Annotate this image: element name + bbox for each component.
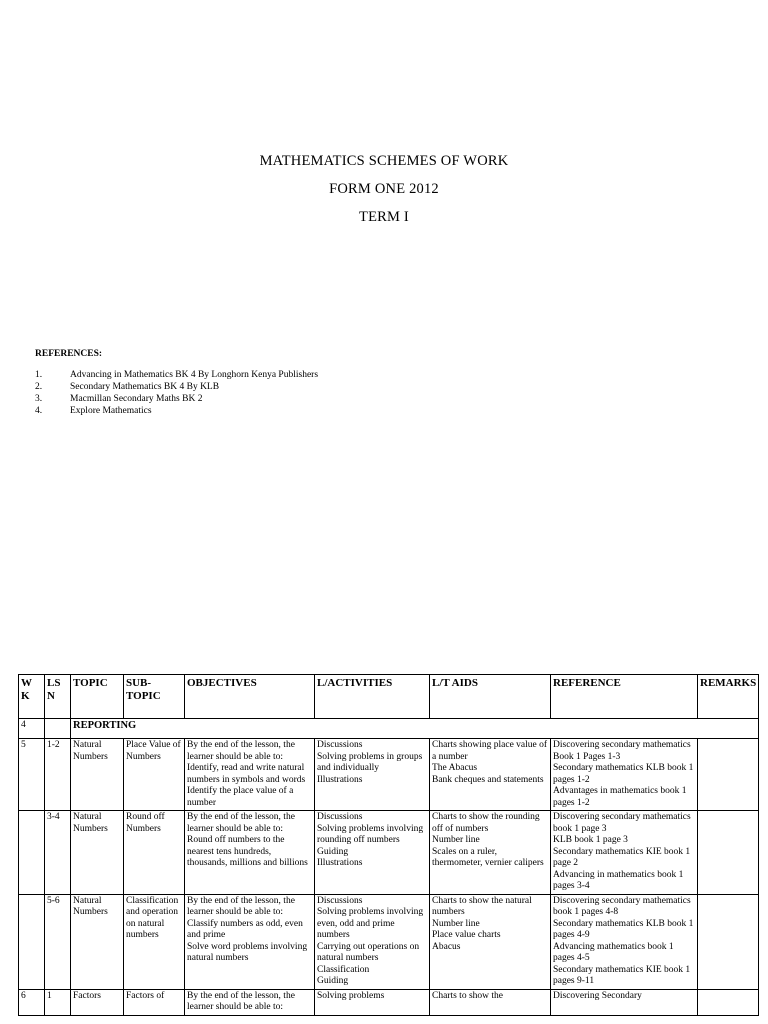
header-remarks: REMARKS	[698, 675, 759, 719]
table-row	[19, 739, 759, 811]
cell-subtopic: Factors of	[124, 989, 185, 1015]
reference-line: Advancing in mathematics book 1 pages 3-4	[553, 869, 684, 891]
cell-reference	[551, 989, 698, 1015]
reference-line: Discovering secondary mathematics book 1 pages 4-8	[553, 895, 691, 917]
header-wk: W K	[19, 675, 45, 719]
aids-line: Charts to show the rounding off of numbers	[432, 812, 540, 834]
table-row	[19, 894, 759, 989]
reference-line: Discovering secondary mathematics Book 1 Pages 1-3	[553, 740, 691, 762]
objectives-line: Round off numbers to the nearest tens hundreds, thousands, millions and billions	[187, 835, 308, 868]
cell-subtopic: Classification and operation on natural numbers	[124, 894, 185, 989]
cell-wk	[19, 894, 45, 989]
reference-text: Explore Mathematics	[70, 406, 152, 416]
reporting-lsn	[45, 719, 71, 739]
aids-line: Charts to show the natural numbers	[432, 895, 532, 917]
reference-text: Advancing in Mathematics BK 4 By Longhorn Kenya Publishers	[70, 370, 319, 380]
reference-number: 2.	[35, 382, 43, 392]
activities-line: Discussions	[317, 812, 363, 822]
activities-line: Guiding	[317, 846, 349, 857]
activities-line: Discussions	[317, 895, 363, 906]
cell-aids	[430, 811, 551, 895]
reference-item	[35, 393, 203, 405]
activities-line: Solving problems involving rounding off numbers	[317, 823, 424, 845]
cell-topic: Factors	[71, 989, 124, 1015]
cell-lsn: 3-4	[45, 811, 71, 895]
cell-lsn: 5-6	[45, 894, 71, 989]
cell-subtopic: Place Value of Numbers	[124, 739, 185, 811]
cell-aids	[430, 894, 551, 989]
reference-number: 3.	[35, 394, 43, 404]
scheme-of-work-table	[18, 674, 759, 1016]
cell-subtopic: Round off Numbers	[124, 811, 185, 895]
reference-line: Secondary mathematics KIE book 1 page 2	[553, 846, 691, 868]
cell-topic: Natural Numbers	[71, 811, 124, 895]
activities-line: Solving problems in groups and individually	[317, 751, 423, 773]
header-aids: L/T AIDS	[430, 675, 551, 719]
cell-remarks	[698, 811, 759, 895]
cell-activities	[315, 894, 430, 989]
cell-objectives	[185, 894, 315, 989]
aids-line: Charts to show the	[432, 990, 503, 1001]
objectives-line: By the end of the lesson, the learner should be able to:	[187, 740, 295, 762]
header-reference: REFERENCE	[551, 675, 698, 719]
activities-line: Classification	[317, 964, 370, 975]
reference-item	[35, 405, 152, 417]
title-line-3: TERM I	[359, 209, 409, 225]
cell-remarks	[698, 894, 759, 989]
aids-line: Number line	[432, 835, 480, 845]
objectives-line: By the end of the lesson, the learner should be able to:	[187, 812, 295, 834]
objectives-line: Identify, read and write natural numbers in symbols and words	[187, 763, 306, 785]
reference-number: 4.	[35, 406, 43, 416]
document-title	[0, 152, 768, 236]
table-row	[19, 989, 759, 1015]
cell-wk: 5	[19, 739, 45, 811]
objectives-line: By the end of the lesson, the learner should be able to:	[187, 990, 295, 1012]
reference-line: Secondary mathematics KLB book 1 pages 1-2	[553, 763, 694, 785]
header-objectives: OBJECTIVES	[185, 675, 315, 719]
header-activities: L/ACTIVITIES	[315, 675, 430, 719]
aids-line: Scales on a ruler, thermometer, vernier calipers	[432, 846, 544, 868]
cell-objectives	[185, 739, 315, 811]
activities-line: Illustrations	[317, 858, 363, 868]
reference-item	[35, 381, 220, 393]
cell-activities	[315, 989, 430, 1015]
aids-line: Number line	[432, 918, 480, 929]
cell-aids	[430, 989, 551, 1015]
objectives-line: Identify the place value of a number	[187, 786, 294, 808]
reference-number: 1.	[35, 370, 43, 380]
aids-line: Place value charts	[432, 930, 501, 940]
activities-line: Solving problems involving even, odd and prime numbers	[317, 907, 424, 940]
header-lsn: LS N	[45, 675, 71, 719]
cell-remarks	[698, 739, 759, 811]
cell-aids	[430, 739, 551, 811]
reference-line: Discovering Secondary	[553, 990, 642, 1001]
reference-line: Advantages in mathematics book 1 pages 1-2	[553, 786, 687, 808]
aids-line: Charts showing place value of a number	[432, 740, 548, 762]
cell-objectives	[185, 989, 315, 1015]
reference-item	[35, 369, 319, 381]
table-header-row	[19, 675, 759, 719]
cell-remarks	[698, 989, 759, 1015]
cell-objectives	[185, 811, 315, 895]
cell-reference	[551, 811, 698, 895]
cell-wk	[19, 811, 45, 895]
cell-topic: Natural Numbers	[71, 894, 124, 989]
reference-line: Secondary mathematics KIE book 1 pages 9-11	[553, 964, 691, 986]
cell-reference	[551, 739, 698, 811]
activities-line: Guiding	[317, 976, 349, 986]
activities-line: Illustrations	[317, 774, 363, 785]
reference-line: KLB book 1 page 3	[553, 835, 628, 845]
activities-line: Discussions	[317, 740, 363, 750]
activities-line: Carrying out operations on natural numbers	[317, 941, 420, 963]
activities-line: Solving problems	[317, 990, 385, 1001]
cell-topic: Natural Numbers	[71, 739, 124, 811]
reference-line: Discovering secondary mathematics book 1 page 3	[553, 812, 691, 834]
cell-wk: 6	[19, 989, 45, 1015]
aids-line: Abacus	[432, 941, 461, 952]
reporting-label: REPORTING	[71, 719, 759, 739]
objectives-line: Solve word problems involving natural numbers	[187, 941, 308, 963]
aids-line: The Abacus	[432, 763, 478, 773]
references-section	[35, 349, 319, 417]
reporting-week: 4	[19, 719, 45, 739]
reference-line: Secondary mathematics KLB book 1 pages 4-9	[553, 918, 694, 940]
table-row	[19, 811, 759, 895]
reference-text: Macmillan Secondary Maths BK 2	[70, 394, 203, 404]
objectives-line: By the end of the lesson, the learner should be able to:	[187, 895, 295, 917]
title-line-1: MATHEMATICS SCHEMES OF WORK	[259, 153, 509, 169]
header-subtopic: SUB-TOPIC	[124, 675, 185, 719]
title-line-2: FORM ONE 2012	[329, 181, 439, 197]
reporting-row	[19, 719, 759, 739]
cell-activities	[315, 739, 430, 811]
header-topic: TOPIC	[71, 675, 124, 719]
aids-line: Bank cheques and statements	[432, 774, 544, 785]
cell-lsn: 1-2	[45, 739, 71, 811]
cell-lsn: 1	[45, 989, 71, 1015]
references-heading: REFERENCES:	[35, 349, 103, 359]
objectives-line: Classify numbers as odd, even and prime	[187, 918, 303, 940]
reference-line: Advancing mathematics book 1 pages 4-5	[553, 941, 674, 963]
cell-reference	[551, 894, 698, 989]
cell-activities	[315, 811, 430, 895]
reference-text: Secondary Mathematics BK 4 By KLB	[70, 382, 220, 392]
